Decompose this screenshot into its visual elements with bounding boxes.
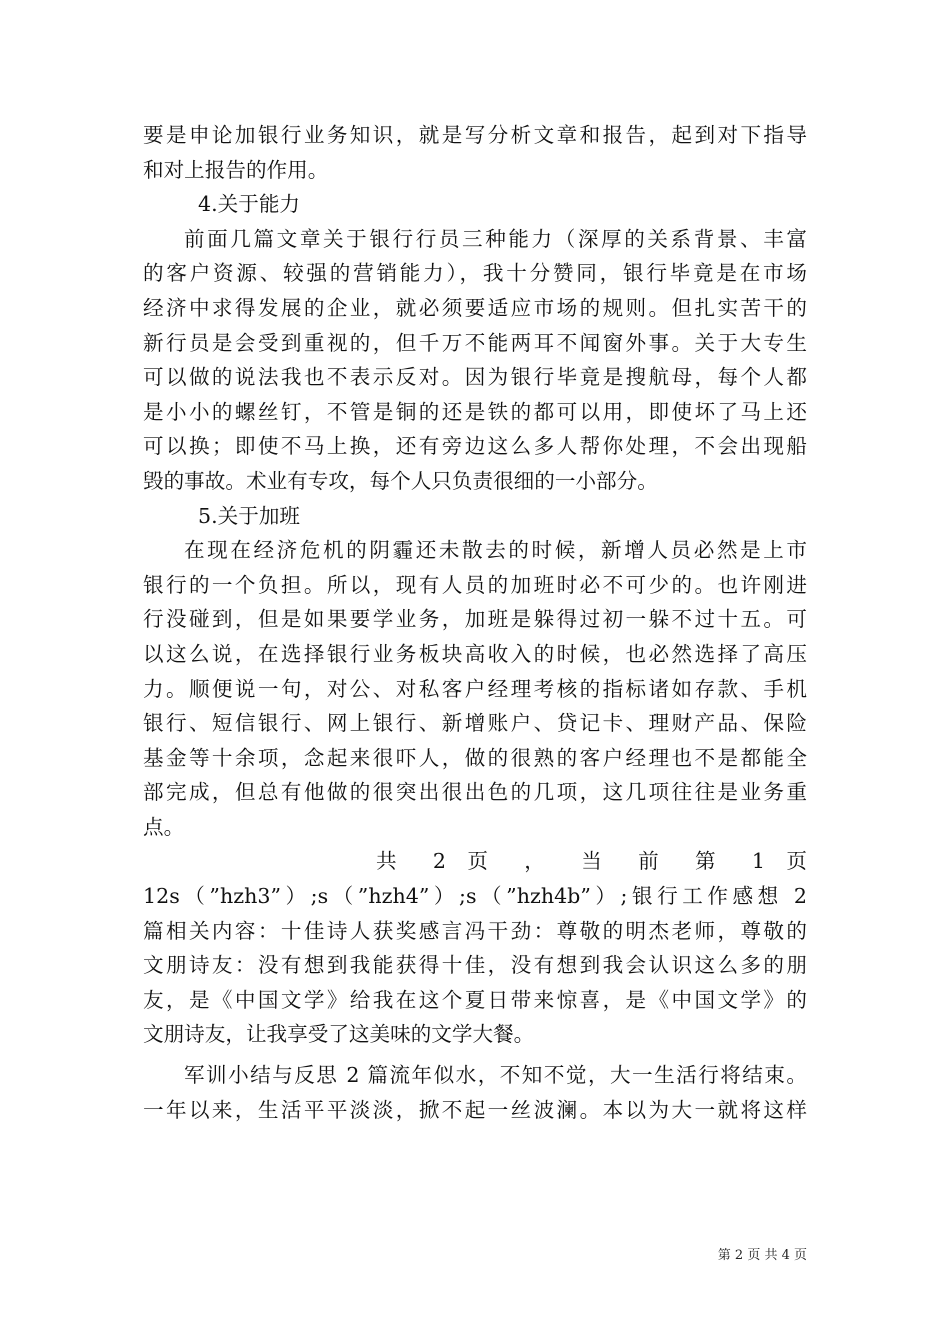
section-heading: 4.关于能力: [198, 192, 301, 217]
text-line: 新行员是会受到重视的，但千万不能两耳不闻窗外事。关于大专生: [143, 330, 807, 355]
text-line: 一年以来，生活平平淡淡，掀不起一丝波澜。本以为大一就将这样: [143, 1097, 807, 1122]
text-line: 银行、短信银行、网上银行、新增账户、贷记卡、理财产品、保险: [143, 711, 807, 736]
text-line: 可以换；即使不马上换，还有旁边这么多人帮你处理，不会出现船: [143, 434, 807, 459]
text-line: 前面几篇文章关于银行行员三种能力（深厚的关系背景、丰富: [184, 226, 807, 251]
page-footer: 第 2 页 共 4 页: [717, 1248, 807, 1263]
text-line: 要是申论加银行业务知识，就是写分析文章和报告，起到对下指导: [143, 123, 807, 147]
text-line: 和对上报告的作用。: [143, 157, 329, 182]
text-line: 文朋诗友，让我享受了这美味的文学大餐。: [143, 1022, 535, 1047]
text-line: 经济中求得发展的企业，就必须要适应市场的规则。但扎实苦干的: [143, 295, 807, 320]
text-line: 行没碰到，但是如果要学业务，加班是躲得过初一躲不过十五。可: [143, 607, 807, 632]
text-line: 点。: [143, 814, 185, 839]
text-line: 可以做的说法我也不表示反对。因为银行毕竟是搜航母，每个人都: [143, 365, 807, 390]
text-line: 银行的一个负担。所以，现有人员的加班时必不可少的。也许刚进: [143, 572, 807, 597]
text-line: 文朋诗友：没有想到我能获得十佳，没有想到我会认识这么多的朋: [143, 953, 807, 978]
text-line: 军训小结与反思 2 篇流年似水，不知不觉，大一生活行将结束。: [184, 1063, 807, 1088]
document-body: [143, 118, 807, 1127]
text-line: 基金等十余项，念起来很吓人，做的很熟的客户经理也不是都能全: [143, 745, 807, 770]
text-line: 部完成，但总有他做的很突出很出色的几项，这几项往往是业务重: [143, 780, 807, 805]
text-line: 在现在经济危机的阴霾还未散去的时候，新增人员必然是上市: [184, 538, 807, 563]
text-line: 力。顺便说一句，对公、对私客户经理考核的指标诸如存款、手机: [143, 676, 807, 701]
text-line: 毁的事故。术业有专攻，每个人只负责很细的一小部分。: [143, 468, 658, 493]
page-indicator-line: 共 2 页 ， 当 前 第 1 页: [376, 849, 807, 874]
section-heading: 5.关于加班: [198, 503, 301, 528]
text-line: 是小小的螺丝钉，不管是铜的还是铁的都可以用，即使坏了马上还: [143, 399, 807, 424]
text-line: 12s（”hzh3”）;s（”hzh4”）;s（”hzh4b”）;银行工作感想 2: [143, 884, 807, 909]
text-line: 友，是《中国文学》给我在这个夏日带来惊喜，是《中国文学》的: [143, 987, 807, 1012]
text-line: 以这么说，在选择银行业务板块高收入的时候，也必然选择了高压: [143, 641, 807, 666]
text-line: 的客户资源、较强的营销能力），我十分赞同，银行毕竟是在市场: [143, 261, 807, 286]
text-line: 篇相关内容：十佳诗人获奖感言冯干劲：尊敬的明杰老师，尊敬的: [143, 918, 807, 943]
